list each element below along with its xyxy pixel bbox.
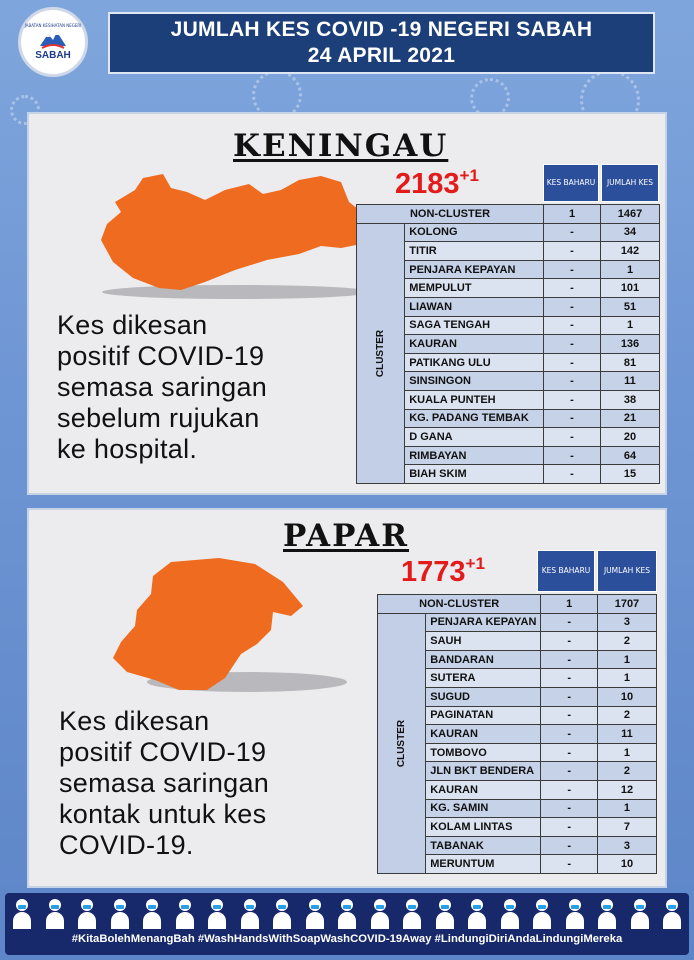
new-cases-cell: - [541,725,598,744]
description-line: Kes dikesan [59,706,210,736]
column-header-new: KES BAHARU [543,164,599,202]
description-line: positif COVID-19 [59,737,267,767]
cluster-name: KG. SAMIN [426,799,541,818]
cluster-label: CLUSTER [357,223,405,483]
new-cases-cell: - [544,390,601,409]
description-line: COVID-19. [59,830,194,860]
new-cases-cell: - [541,818,598,837]
total-cases-cell: 64 [601,446,660,465]
district-total [401,554,485,589]
total-cases: 2183 [395,168,460,200]
total-cases-cell: 1467 [601,205,660,224]
person-icon [338,897,356,929]
total-cases-cell: 2 [597,706,656,725]
new-cases-cell: - [544,353,601,372]
total-cases-cell: 10 [597,855,656,874]
papar-map-icon [107,554,357,704]
total-cases-cell: 3 [597,613,656,632]
cases-table [356,204,660,484]
new-cases-cell: - [544,372,601,391]
total-cases-cell: 11 [601,372,660,391]
person-icon [241,897,259,929]
new-cases-cell: - [544,446,601,465]
total-cases-cell: 1 [597,669,656,688]
total-cases-cell: 81 [601,353,660,372]
total-cases-cell: 11 [597,725,656,744]
cluster-name: SINSINGON [405,372,544,391]
new-cases-cell: - [541,632,598,651]
column-header-total: JUMLAH KES [597,550,657,592]
description-line: positif COVID-19 [57,341,265,371]
total-cases-cell: 1 [597,799,656,818]
keningau-map-icon [87,166,387,306]
person-icon [631,897,649,929]
total-cases-cell: 142 [601,242,660,261]
description-line: sebelum rujukan [57,403,260,433]
total-cases-cell: 20 [601,428,660,447]
total-cases-cell: 2 [597,762,656,781]
new-cases-cell: - [544,409,601,428]
cluster-name: TITIR [405,242,544,261]
total-cases-cell: 21 [601,409,660,428]
total-cases-cell: 1 [601,316,660,335]
cluster-name: BIAH SKIM [405,465,544,484]
cluster-name: KAURAN [426,780,541,799]
cluster-name: SUTERA [426,669,541,688]
person-icon [176,897,194,929]
person-icon [143,897,161,929]
page-header [108,12,655,74]
total-cases-cell: 12 [597,780,656,799]
total-cases-cell: 51 [601,297,660,316]
hashtags: #KitaBolehMenangBah #WashHandsWithSoapWashCOVID-19Away #LindungiDiriAndaLindungiMereka [71,933,623,945]
logo-subtext: JABATAN KESIHATAN NEGERI [24,23,82,28]
cluster-name: KUALA PUNTEH [405,390,544,409]
new-cases-cell: - [544,279,601,298]
district-panel-papar [27,508,667,888]
cluster-name: PATIKANG ULU [405,353,544,372]
person-icon [78,897,96,929]
new-cases-cell: - [544,223,601,242]
description-line: semasa saringan [57,372,268,402]
new-cases-cell: 1 [544,205,601,224]
person-icon [273,897,291,929]
header-date: 24 APRIL 2021 [307,44,456,67]
new-cases-cell: - [544,260,601,279]
cluster-name: KAURAN [405,335,544,354]
total-increase: +1 [459,166,479,185]
cases-table [377,594,657,874]
cluster-name: RIMBAYAN [405,446,544,465]
cluster-name: TABANAK [426,836,541,855]
new-cases-cell: - [541,799,598,818]
cluster-name: BANDARAN [426,650,541,669]
district-name: KENINGAU [233,128,449,164]
new-cases-cell: - [544,465,601,484]
district-panel-keningau [27,112,667,495]
total-cases-cell: 10 [597,687,656,706]
cluster-name: PENJARA KEPAYAN [426,613,541,632]
person-icon [46,897,64,929]
cluster-name: SAGA TENGAH [405,316,544,335]
person-icon [371,897,389,929]
new-cases-cell: - [541,613,598,632]
total-cases: 1773 [401,556,466,588]
total-cases-cell: 3 [597,836,656,855]
person-icon [306,897,324,929]
cluster-name: KG. PADANG TEMBAK [405,409,544,428]
total-cases-cell: 1 [597,743,656,762]
cluster-name: PAGINATAN [426,706,541,725]
total-cases-cell: 1707 [597,595,656,614]
description-line: kontak untuk kes [59,799,267,829]
table-row [378,613,657,632]
new-cases-cell: - [541,706,598,725]
new-cases-cell: - [541,669,598,688]
district-total [395,166,479,201]
column-header-new: KES BAHARU [537,550,595,592]
person-icon [436,897,454,929]
total-cases-cell: 2 [597,632,656,651]
person-icon [598,897,616,929]
table-row [357,223,660,242]
case-description [59,706,269,861]
mountain-icon [38,28,68,50]
total-cases-cell: 15 [601,465,660,484]
new-cases-cell: - [541,762,598,781]
person-icon [208,897,226,929]
cluster-name: SAUH [426,632,541,651]
new-cases-cell: - [544,316,601,335]
cluster-name: D GANA [405,428,544,447]
sabah-health-logo [18,7,88,77]
total-cases-cell: 1 [597,650,656,669]
total-cases-cell: 7 [597,818,656,837]
logo-text: SABAH [35,50,71,61]
person-icon [501,897,519,929]
person-icon [13,897,31,929]
new-cases-cell: - [544,297,601,316]
description-line: semasa saringan [59,768,270,798]
person-icon [566,897,584,929]
description-line: ke hospital. [57,434,198,464]
new-cases-cell: - [544,428,601,447]
new-cases-cell: - [541,743,598,762]
district-name: PAPAR [283,518,409,554]
total-cases-cell: 34 [601,223,660,242]
cluster-label: CLUSTER [378,613,426,873]
person-icon [663,897,681,929]
cluster-name: KOLAM LINTAS [426,818,541,837]
person-icon [468,897,486,929]
new-cases-cell: - [544,335,601,354]
table-row [378,595,657,614]
person-icon [533,897,551,929]
frontliner-figures [13,897,681,931]
header-title: JUMLAH KES COVID -19 NEGERI SABAH [170,18,593,41]
cluster-name: KAURAN [426,725,541,744]
new-cases-cell: - [541,836,598,855]
cluster-name: PENJARA KEPAYAN [405,260,544,279]
new-cases-cell: - [544,242,601,261]
table-row [357,205,660,224]
cluster-name: MERUNTUM [426,855,541,874]
new-cases-cell: - [541,650,598,669]
new-cases-cell: - [541,855,598,874]
cluster-name: TOMBOVO [426,743,541,762]
cluster-name: MEMPULUT [405,279,544,298]
new-cases-cell: - [541,780,598,799]
total-increase: +1 [465,554,485,573]
description-line: Kes dikesan [57,310,208,340]
footer-banner [5,893,689,955]
person-icon [403,897,421,929]
cluster-name: LIAWAN [405,297,544,316]
column-header-total: JUMLAH KES [601,164,659,202]
cluster-name: KOLONG [405,223,544,242]
total-cases-cell: 101 [601,279,660,298]
new-cases-cell: 1 [541,595,598,614]
cluster-name: SUGUD [426,687,541,706]
total-cases-cell: 38 [601,390,660,409]
non-cluster-label: NON-CLUSTER [378,595,541,614]
cluster-name: JLN BKT BENDERA [426,762,541,781]
non-cluster-label: NON-CLUSTER [357,205,544,224]
person-icon [111,897,129,929]
case-description [57,310,267,465]
total-cases-cell: 1 [601,260,660,279]
total-cases-cell: 136 [601,335,660,354]
new-cases-cell: - [541,687,598,706]
